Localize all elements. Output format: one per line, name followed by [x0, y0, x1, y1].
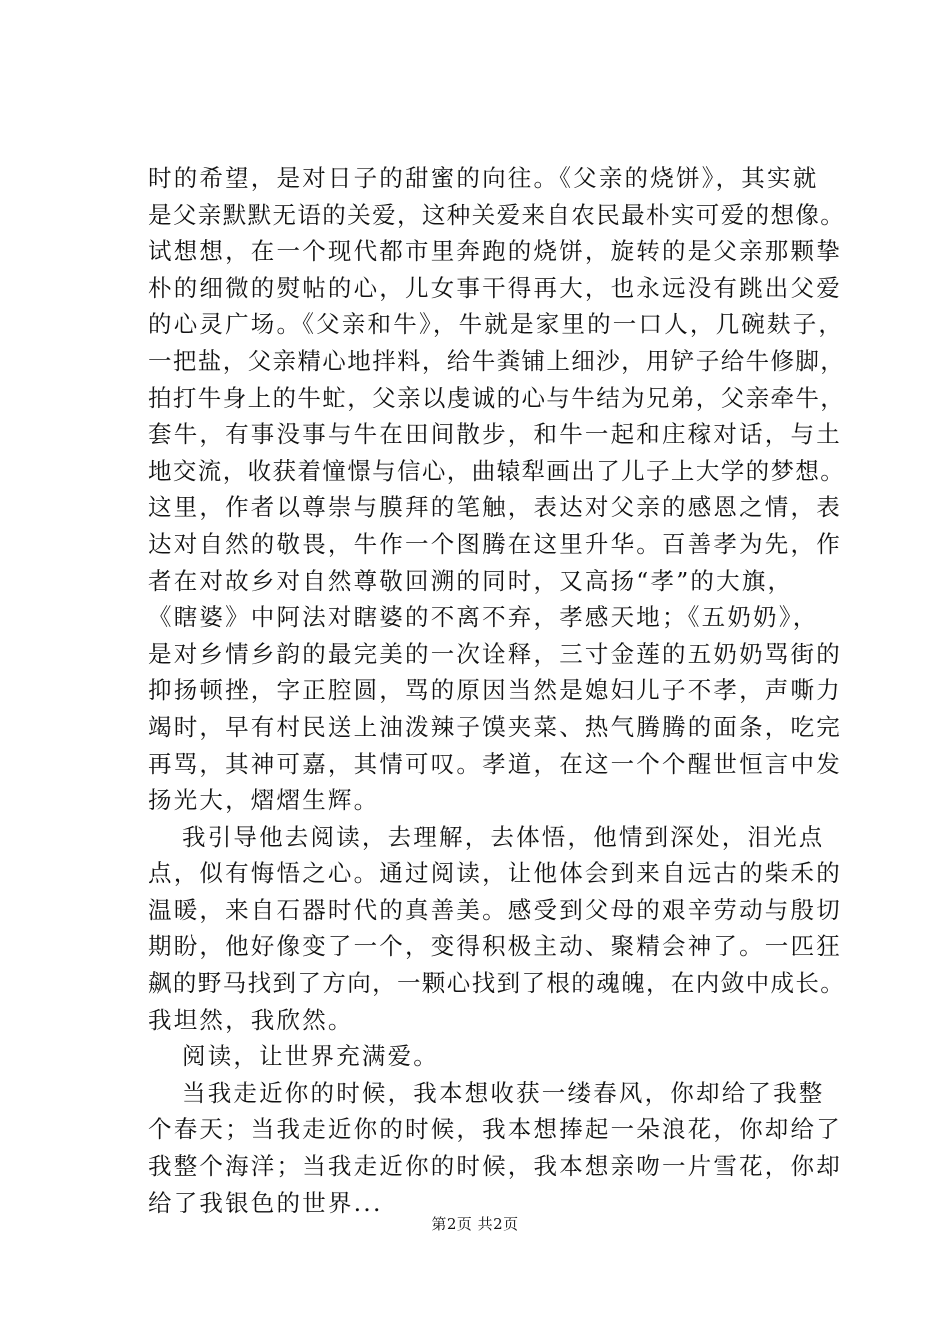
text-line: 达对自然的敬畏，牛作一个图腾在这里升华。百善孝为先，作 — [148, 529, 842, 558]
text-line: 《瞎婆》中阿法对瞎婆的不离不弃，孝感天地；《五奶奶》， — [148, 603, 819, 632]
text-line: 阅读，让世界充满爱。 — [182, 1042, 439, 1071]
text-line: 再骂，其神可嘉，其情可叹。孝道，在这一个个醒世恒言中发 — [148, 749, 842, 778]
text-line: 期盼，他好像变了一个，变得积极主动、聚精会神了。一匹狂 — [148, 932, 842, 961]
text-line: 朴的细微的熨帖的心，儿女事干得再大，也永远没有跳出父爱 — [148, 273, 842, 302]
text-line: 套牛，有事没事与牛在田间散步，和牛一起和庄稼对话，与土 — [148, 420, 842, 449]
text-line: 时的希望，是对日子的甜蜜的向往。《父亲的烧饼》，其实就 — [148, 164, 819, 192]
text-line: 飙的野马找到了方向，一颗心找到了根的魂魄，在内敛中成长。 — [148, 969, 846, 998]
text-line: 给了我银色的世界... — [148, 1188, 383, 1217]
text-line: 者在对故乡对自然尊敬回溯的同时，又高扬“孝”的大旗， — [148, 566, 794, 595]
text-line: 试想想，在一个现代都市里奔跑的烧饼，旋转的是父亲那颗挚 — [148, 237, 842, 266]
page-footer: 第2页 共2页 — [431, 1215, 519, 1233]
text-line: 这里，作者以尊崇与膜拜的笔触，表达对父亲的感恩之情，表 — [148, 493, 842, 522]
text-line: 地交流，收获着憧憬与信心，曲辕犁画出了儿子上大学的梦想。 — [148, 456, 846, 485]
text-line: 点，似有悔悟之心。通过阅读，让他体会到来自远古的柴禾的 — [148, 859, 842, 888]
text-line: 一把盐，父亲精心地拌料，给牛粪铺上细沙，用铲子给牛修脚， — [148, 346, 846, 375]
text-line: 的心灵广场。《父亲和牛》，牛就是家里的一口人，几碗麸子， — [148, 310, 845, 339]
text-line: 我整个海洋；当我走近你的时候，我本想亲吻一片雪花，你却 — [148, 1152, 842, 1181]
body-text — [148, 160, 848, 1221]
text-line: 我坦然，我欣然。 — [148, 1005, 354, 1034]
text-line: 个春天；当我走近你的时候，我本想捧起一朵浪花，你却给了 — [148, 1115, 842, 1144]
text-line: 拍打牛身上的牛虻，父亲以虔诚的心与牛结为兄弟，父亲牵牛， — [148, 383, 846, 412]
text-line: 扬光大，熠熠生辉。 — [148, 786, 380, 815]
text-line: 竭时，早有村民送上油泼辣子馍夹菜、热气腾腾的面条，吃完 — [148, 712, 842, 741]
text-line: 当我走近你的时候，我本想收获一缕春风，你却给了我整 — [182, 1078, 825, 1107]
text-line: 抑扬顿挫，字正腔圆，骂的原因当然是媳妇儿子不孝，声嘶力 — [148, 676, 842, 705]
text-line: 是父亲默默无语的关爱，这种关爱来自农民最朴实可爱的想像。 — [148, 200, 846, 229]
text-line: 温暖，来自石器时代的真善美。感受到父母的艰辛劳动与殷切 — [148, 895, 842, 924]
text-line: 是对乡情乡韵的最完美的一次诠释，三寸金莲的五奶奶骂街的 — [148, 639, 842, 668]
text-line: 我引导他去阅读，去理解，去体悟，他情到深处，泪光点 — [182, 822, 825, 851]
